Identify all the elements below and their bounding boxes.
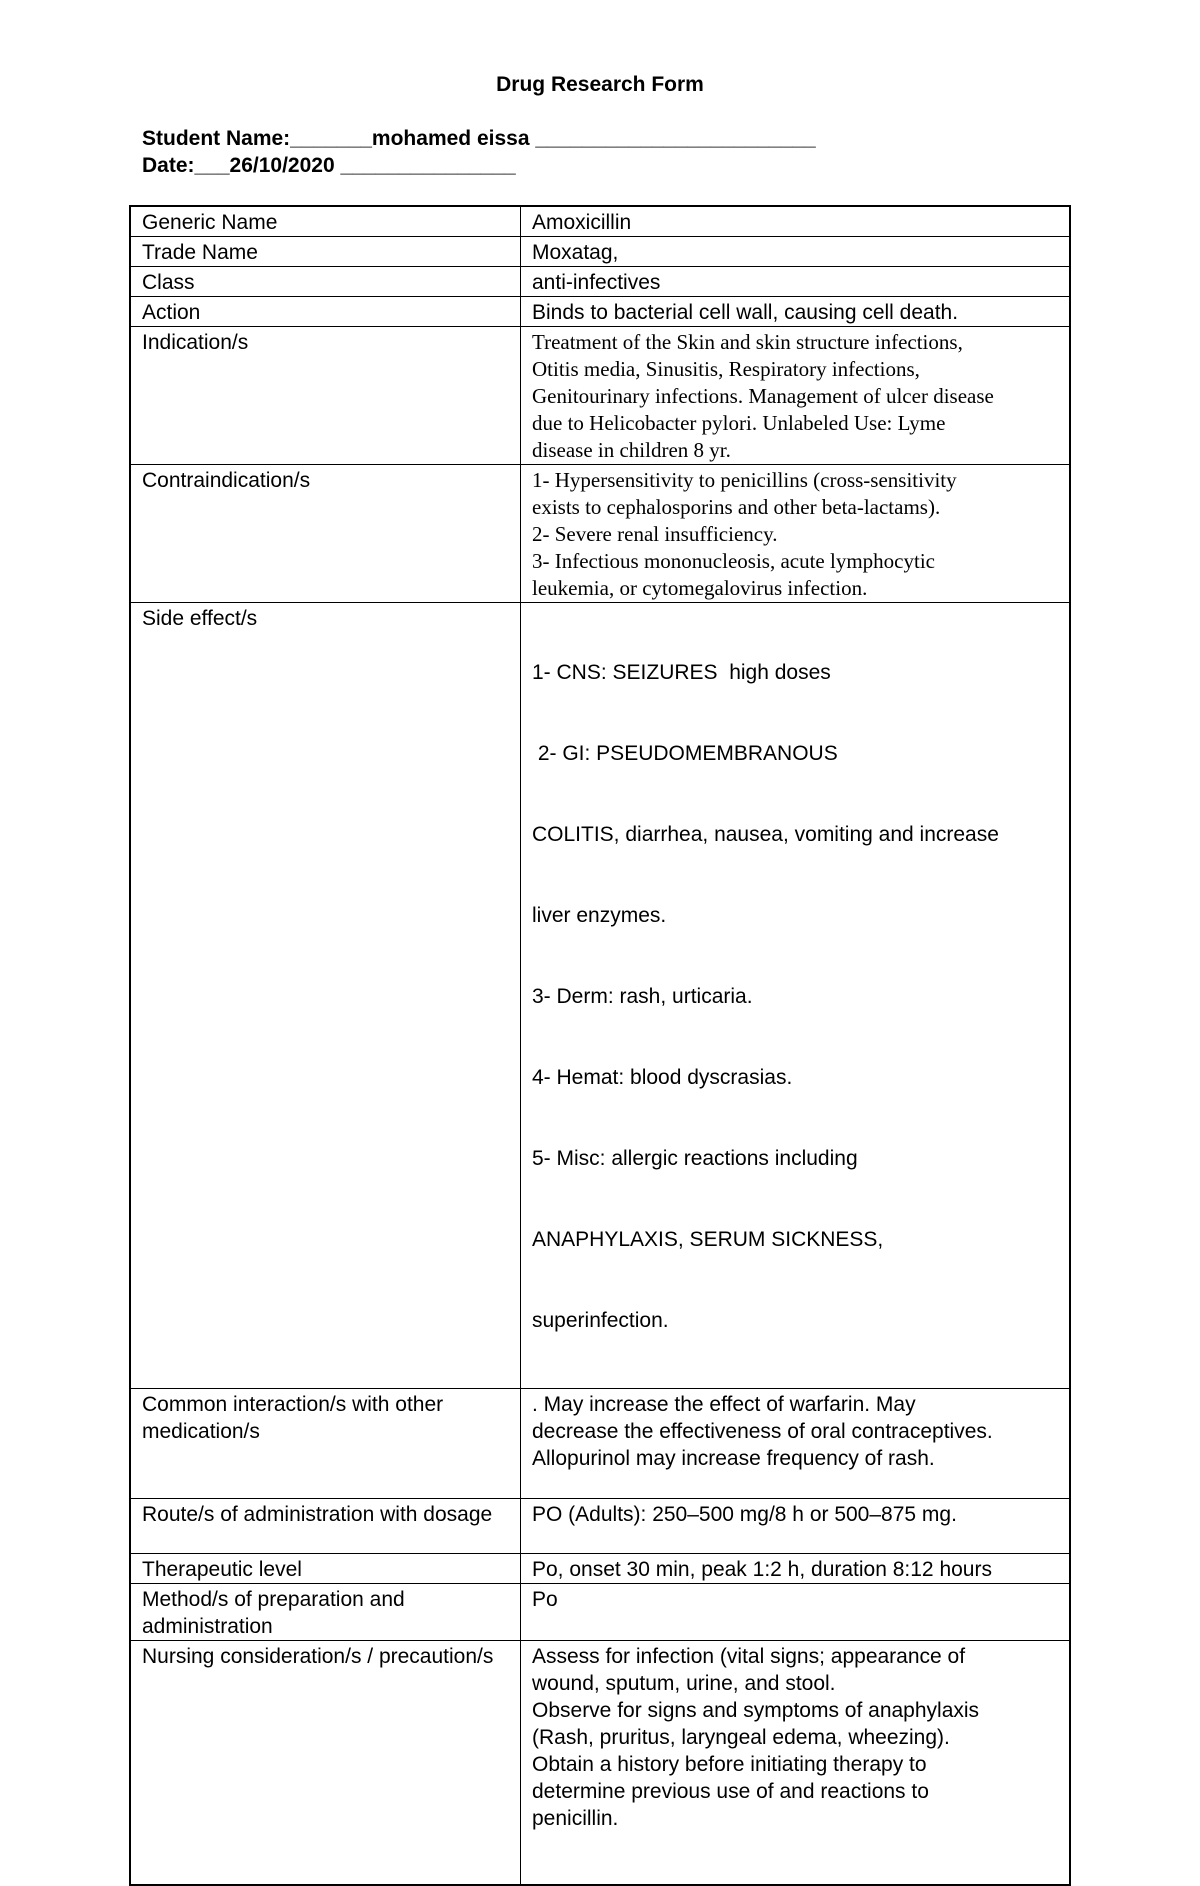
value-line: Otitis media, Sinusitis, Respiratory infections,: [532, 357, 920, 381]
value-line: 1- Hypersensitivity to penicillins (cross-sensitivity: [532, 468, 957, 492]
row-interactions: [130, 1389, 1070, 1499]
value-line: 2- Severe renal insufficiency.: [532, 522, 778, 546]
row-nursing: [130, 1641, 1070, 1885]
value-line: decrease the effectiveness of oral contraceptives.: [532, 1420, 993, 1443]
value-line: Obtain a history before initiating therapy to: [532, 1753, 927, 1776]
value-line: Binds to bacterial cell wall, causing cell death.: [532, 301, 959, 324]
row-side-effects: [130, 603, 1070, 1389]
value-line: exists to cephalosporins and other beta-lactams).: [532, 495, 941, 519]
label-action: Action: [130, 297, 521, 327]
row-contraindications: [130, 465, 1070, 603]
value-line: COLITIS, diarrhea, nausea, vomiting and increase: [532, 823, 999, 846]
value-line: 5- Misc: allergic reactions including: [532, 1147, 858, 1170]
page-title: Drug Research Form: [496, 73, 704, 96]
value-line: liver enzymes.: [532, 904, 667, 927]
value-line: wound, sputum, urine, and stool.: [532, 1672, 836, 1695]
label-generic-name: Generic Name: [130, 206, 521, 237]
value-line: (Rash, pruritus, laryngeal edema, wheezing).: [532, 1726, 950, 1749]
label-indications: Indication/s: [130, 327, 521, 465]
label-nursing: Nursing consideration/s / precaution/s: [130, 1641, 521, 1885]
label-interactions: Common interaction/s with other medication/s: [130, 1389, 521, 1499]
value-line: Moxatag,: [532, 241, 619, 264]
row-class: [130, 267, 1070, 297]
value-line: due to Helicobacter pylori. Unlabeled Use: Lyme: [532, 411, 946, 435]
value-line: Allopurinol may increase frequency of rash.: [532, 1447, 935, 1470]
value-line: 4- Hemat: blood dyscrasias.: [532, 1066, 793, 1089]
value-nursing: [521, 1641, 1071, 1885]
value-line: 3- Infectious mononucleosis, acute lymphocytic: [532, 549, 935, 573]
label-class: Class: [130, 267, 521, 297]
label-contraindications: Contraindication/s: [130, 465, 521, 603]
value-line: leukemia, or cytomegalovirus infection.: [532, 576, 868, 600]
value-preparation: [521, 1584, 1071, 1641]
value-line: Po: [532, 1588, 558, 1611]
row-therapeutic-level: [130, 1554, 1070, 1584]
row-preparation: [130, 1584, 1070, 1641]
row-trade-name: [130, 237, 1070, 267]
label-route: Route/s of administration with dosage: [130, 1499, 521, 1554]
value-line: superinfection.: [532, 1309, 669, 1332]
label-therapeutic-level: Therapeutic level: [130, 1554, 521, 1584]
value-indications: [521, 327, 1071, 465]
value-line: 3- Derm: rash, urticaria.: [532, 985, 753, 1008]
value-line: Amoxicillin: [532, 211, 632, 234]
value-line: disease in children 8 yr.: [532, 438, 731, 462]
value-line: Assess for infection (vital signs; appearance of: [532, 1645, 966, 1668]
row-generic-name: [130, 206, 1070, 237]
value-therapeutic-level: [521, 1554, 1071, 1584]
value-line: determine previous use of and reactions to: [532, 1780, 929, 1803]
label-side-effects: Side effect/s: [130, 603, 521, 1389]
value-line: Po, onset 30 min, peak 1:2 h, duration 8:12 hours: [532, 1558, 992, 1581]
value-line: Treatment of the Skin and skin structure infections,: [532, 330, 963, 354]
student-name-line: Student Name:_______mohamed eissa ________________________: [142, 127, 816, 150]
value-line: anti-infectives: [532, 271, 661, 294]
value-line: penicillin.: [532, 1807, 619, 1830]
value-line: Genitourinary infections. Management of ulcer disease: [532, 384, 994, 408]
value-interactions: [521, 1389, 1071, 1499]
value-route: [521, 1499, 1071, 1554]
row-action: [130, 297, 1070, 327]
value-line: PO (Adults): 250–500 mg/8 h or 500–875 mg.: [532, 1503, 957, 1526]
value-class: [521, 267, 1071, 297]
value-line: . May increase the effect of warfarin. May: [532, 1393, 916, 1416]
drug-form-table: [129, 205, 1071, 1886]
value-line: 1- CNS: SEIZURES high doses: [532, 661, 831, 684]
value-line: Observe for signs and symptoms of anaphylaxis: [532, 1699, 980, 1722]
value-line: 2- GI: PSEUDOMEMBRANOUS: [532, 742, 838, 765]
label-preparation: Method/s of preparation and administration: [130, 1584, 521, 1641]
value-contraindications: [521, 465, 1071, 603]
row-route: [130, 1499, 1070, 1554]
date-line: Date:___26/10/2020 _______________: [142, 154, 516, 177]
label-trade-name: Trade Name: [130, 237, 521, 267]
value-side-effects: [521, 603, 1071, 1389]
value-action: [521, 297, 1071, 327]
value-line: ANAPHYLAXIS, SERUM SICKNESS,: [532, 1228, 884, 1251]
value-generic-name: [521, 206, 1071, 237]
value-trade-name: [521, 237, 1071, 267]
row-indications: [130, 327, 1070, 465]
